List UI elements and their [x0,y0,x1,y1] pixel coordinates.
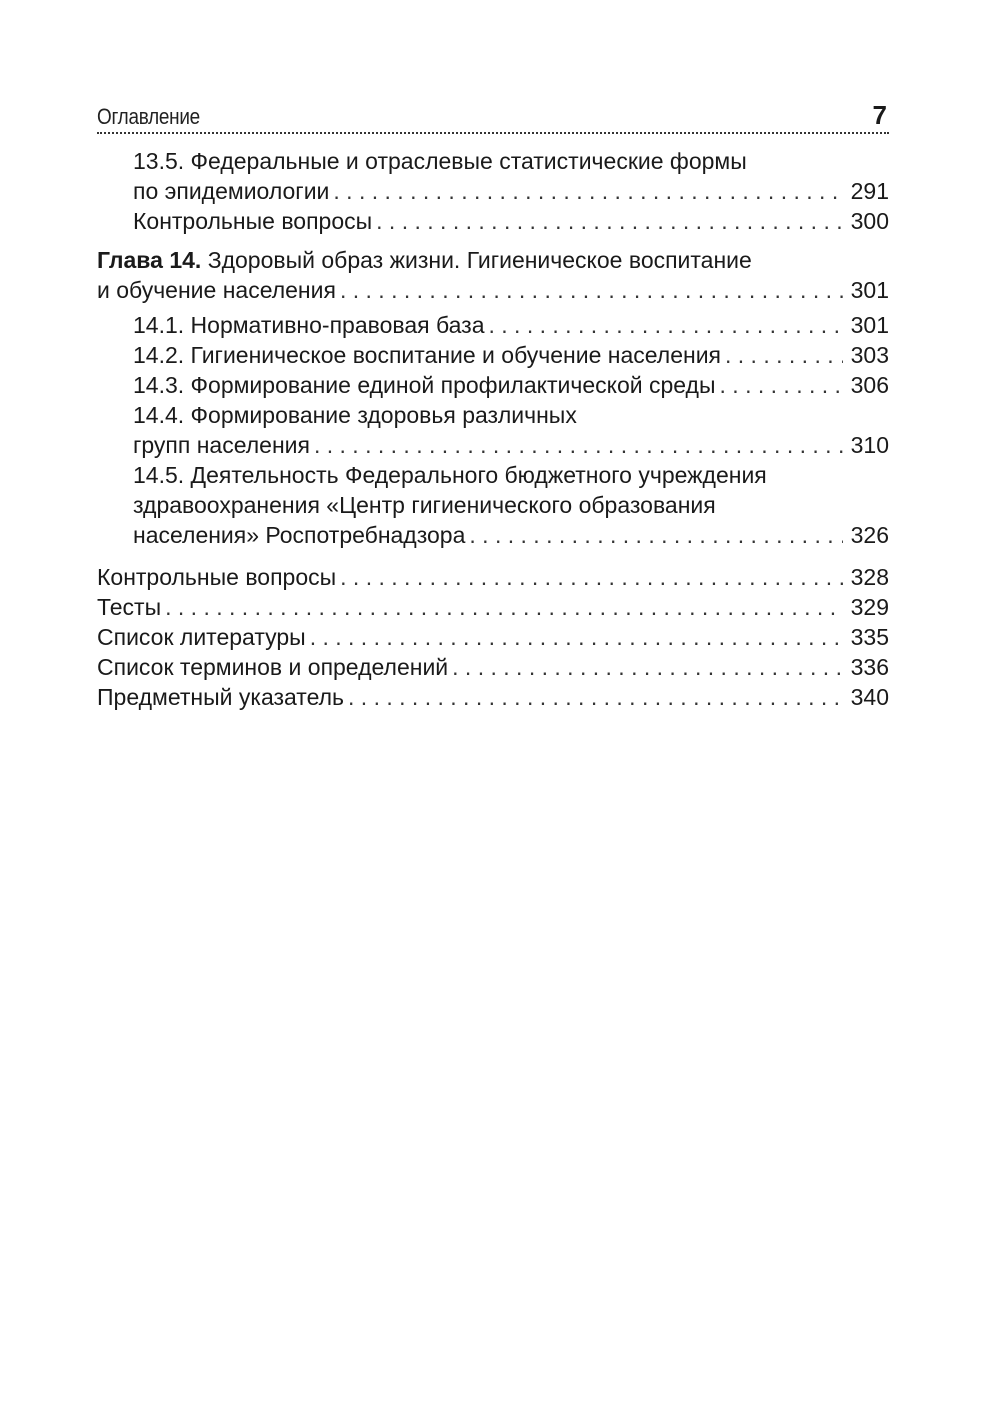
toc-page-number: 329 [850,594,889,620]
toc-page-number: 303 [850,342,889,368]
chapter-title-cont: и обучение населения [97,277,336,303]
dot-leader [333,176,843,206]
dot-leader [720,370,843,400]
dot-leader [725,340,843,370]
toc-entry-title: Список литературы [97,624,306,650]
toc-page-number: 335 [850,624,889,650]
running-header [97,96,889,134]
toc-entry-tests[interactable] [97,592,889,622]
toc-page-number: 301 [850,277,889,303]
toc-entry-title: 14.4. Формирование здоровья различных [133,402,577,428]
toc-entry-references[interactable] [97,622,889,652]
dot-leader [489,310,844,340]
toc-entry-glossary[interactable] [97,652,889,682]
toc-entry-title-cont: по эпидемиологии [133,178,330,204]
toc-page-number: 301 [850,312,889,338]
toc-entry-14-3[interactable] [97,370,889,400]
toc-page-number: 306 [850,372,889,398]
toc-entry-chapter-14[interactable] [97,245,889,305]
toc-page-number: 328 [850,564,889,590]
toc-backmatter [97,562,889,712]
book-page [97,96,889,712]
dot-leader [310,622,843,652]
dot-leader [340,275,843,305]
toc-page-number: 300 [850,208,889,234]
dot-leader [165,592,843,622]
toc-entry-title: 13.5. Федеральные и отраслевые статистические формы [133,148,747,174]
toc-entry-title: Контрольные вопросы [97,564,337,590]
toc-page-number: 336 [850,654,889,680]
dot-leader [314,430,843,460]
chapter-label: Глава 14. [97,247,202,273]
page-number: 7 [872,100,887,130]
toc-entry-title: Список терминов и определений [97,654,449,680]
dot-leader [376,206,843,236]
toc-page-number: 310 [850,432,889,458]
toc-entry-title: 14.2. Гигиеническое воспитание и обучение населения [133,342,721,368]
toc-entry-14-2[interactable] [97,340,889,370]
toc-entry-14-5[interactable] [97,460,889,550]
toc-entry-title: 14.1. Нормативно-правовая база [133,312,485,338]
toc-entry-14-1[interactable] [97,310,889,340]
toc-entry-control-questions[interactable] [97,562,889,592]
toc-entry-13-5[interactable] [97,146,889,206]
toc-entry-title-cont: населения» Роспотребнадзора [133,522,466,548]
toc-entry-index[interactable] [97,682,889,712]
toc-entry-title: Предметный указатель [97,684,345,710]
toc-entry-title: 14.5. Деятельность Федерального бюджетного учреждения [133,462,767,488]
dot-leader [452,652,843,682]
chapter-title: Здоровый образ жизни. Гигиеническое воспитание [207,247,752,273]
toc-entry-title: 14.3. Формирование единой профилактической среды [133,372,716,398]
toc-entry-title-cont: групп населения [133,432,310,458]
toc-entry-13-questions[interactable] [97,206,889,236]
dot-leader [348,682,843,712]
toc-page-number: 326 [850,522,889,548]
dot-leader [340,562,843,592]
toc-page-number: 340 [850,684,889,710]
toc-page-number: 291 [850,178,889,204]
toc-entry-14-4[interactable] [97,400,889,460]
dot-leader [469,520,843,550]
toc-entry-title: Контрольные вопросы [133,208,373,234]
table-of-contents [97,146,889,712]
toc-entry-title-cont: здравоохранения «Центр гигиенического образования [133,492,716,518]
toc-entry-title: Тесты [97,594,162,620]
running-title: Оглавление [97,104,200,129]
